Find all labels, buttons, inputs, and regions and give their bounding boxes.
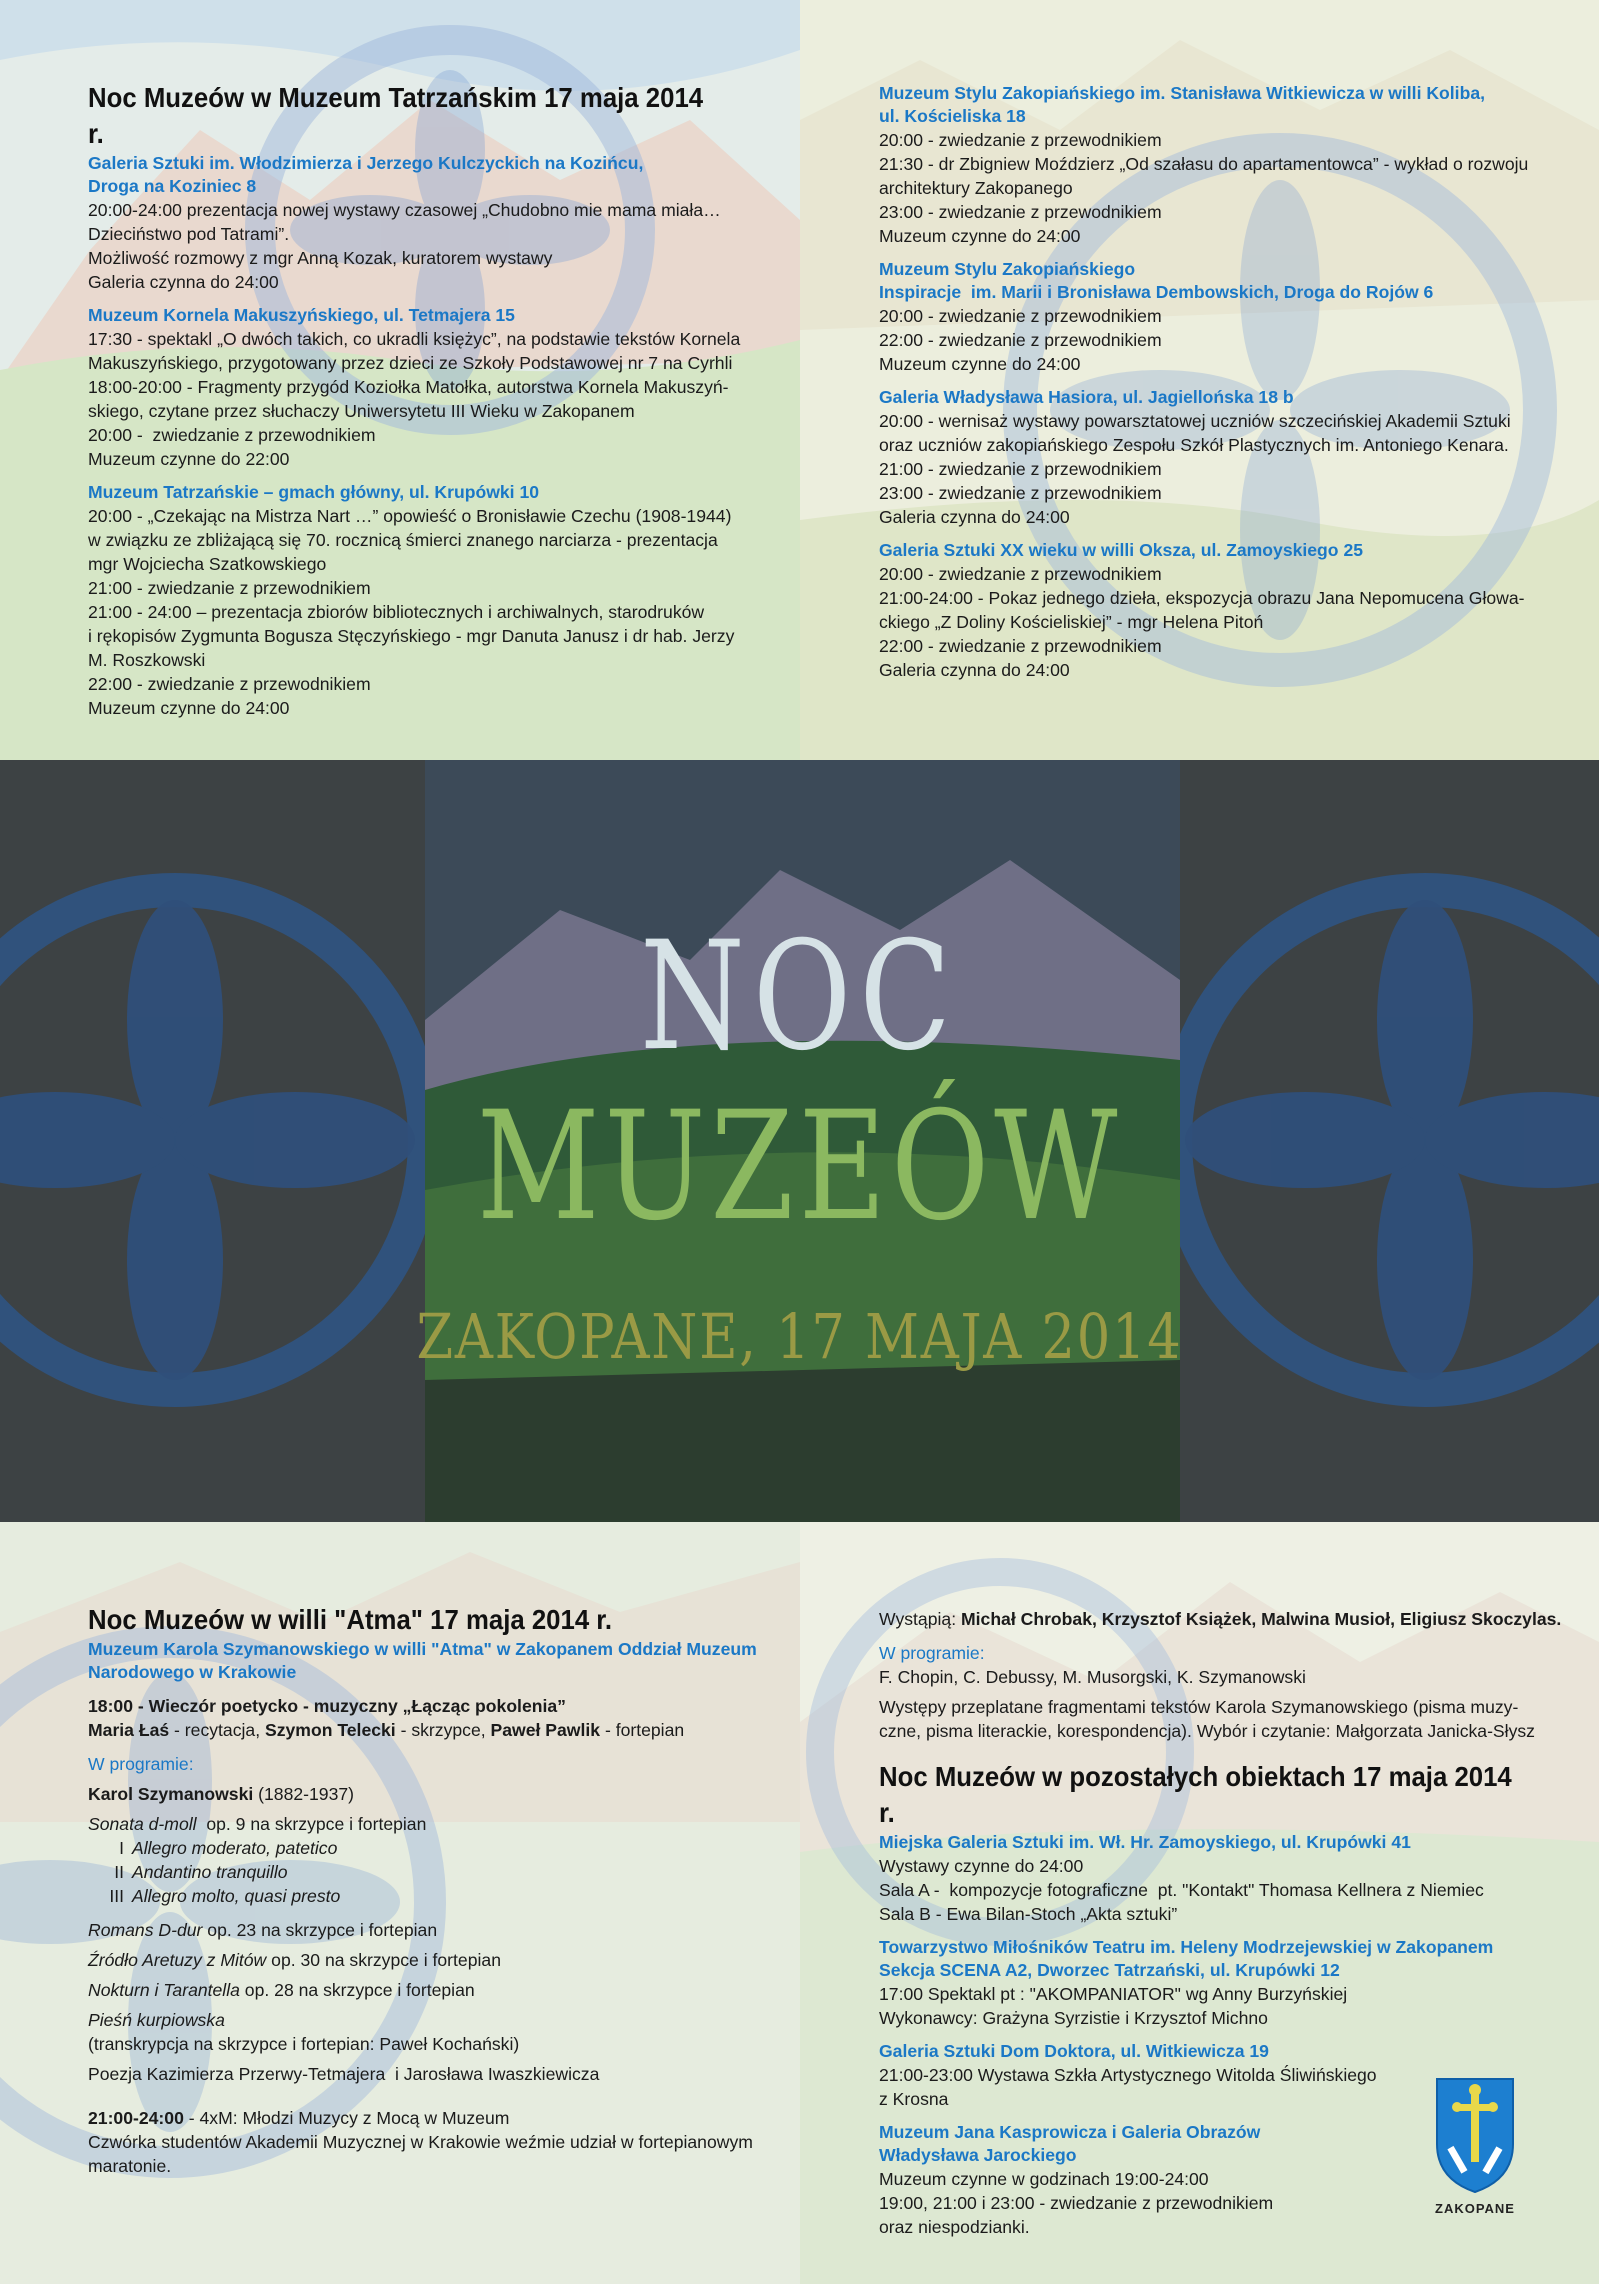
line: 17:30 - spektakl „O dwóch takich, co ukradli księżyc”, na podstawie tekstów Kornela [88, 329, 741, 349]
line: Muzeum czynne w godzinach 19:00-24:00 [879, 2169, 1209, 2189]
line: Wykonawcy: Grażyna Syrzistie i Krzysztof Michno [879, 2008, 1268, 2028]
heading-atma: Noc Muzeów w willi "Atma" 17 maja 2014 r. [88, 1604, 613, 1635]
line: 22:00 - zwiedzanie z przewodnikiem [879, 636, 1162, 656]
title-muzeow: MUZEÓW [476, 1080, 1123, 1254]
line: 23:00 - zwiedzanie z przewodnikiem [879, 483, 1162, 503]
line: 19:00, 21:00 i 23:00 - zwiedzanie z przewodnikiem [879, 2193, 1274, 2213]
role: - recytacja, [169, 1720, 265, 1740]
line: Galeria czynna do 24:00 [88, 272, 279, 292]
section-kulczyccy [88, 152, 768, 294]
section-title: Sekcja SCENA A2, Dworzec Tatrzański, ul. Krupówki 12 [879, 1960, 1340, 1980]
performers-line [879, 1607, 1569, 1631]
line: 20:00 - zwiedzanie z przewodnikiem [879, 130, 1162, 150]
bottom-left-text [88, 1602, 768, 2178]
line: Sala A - kompozycje fotograficzne pt. "Kontakt" Thomasa Kellnera z Niemiec [879, 1880, 1484, 1900]
line: czne, pisma literackie, korespondencja). Wybór i czytanie: Małgorzata Janicka-Słysz [879, 1721, 1535, 1741]
composer-years: (1882-1937) [253, 1784, 354, 1804]
section-title: Miejska Galeria Sztuki im. Wł. Hr. Zamoyskiego, ul. Krupówki 41 [879, 1832, 1411, 1852]
movement-num: I [119, 1838, 124, 1858]
line: skiego, czytane przez słuchaczy Uniwersytetu III Wieku w Zakopanem [88, 401, 635, 421]
piece-line [88, 1948, 768, 1972]
piece-title: Nokturn i Tarantella [88, 1980, 240, 2000]
piesn-title: Pieśń kurpiowska [88, 2010, 225, 2030]
section-inspiracje [879, 258, 1569, 376]
heading-other-objects: Noc Muzeów w pozostałych obiektach 17 maja 2014 r. [879, 1761, 1519, 1828]
line: 23:00 - zwiedzanie z przewodnikiem [879, 202, 1162, 222]
line: Muzeum czynne do 24:00 [879, 354, 1081, 374]
poetry-line: Poezja Kazimierza Przerwy-Tetmajera i Jarosława Iwaszkiewicza [88, 2064, 600, 2084]
line: 21:00-24:00 - Pokaz jednego dzieła, ekspozycja obrazu Jana Nepomucena Głowa- [879, 588, 1525, 608]
line: 22:00 - zwiedzanie z przewodnikiem [879, 330, 1162, 350]
subtitle: Narodowego w Krakowie [88, 1662, 297, 1682]
line: 20:00 - zwiedzanie z przewodnikiem [879, 564, 1162, 584]
line: 20:00 - „Czekając na Mistrza Nart …” opowieść o Bronisławie Czechu (1908-1944) [88, 506, 732, 526]
movement [88, 1884, 768, 1908]
line: M. Roszkowski [88, 650, 206, 670]
performers: Michał Chrobak, Krzysztof Książek, Malwina Musioł, Eligiusz Skoczylas. [960, 1609, 1562, 1629]
line: oraz niespodzianki. [879, 2217, 1030, 2237]
line: architektury Zakopanego [879, 178, 1073, 198]
line: Muzeum czynne do 24:00 [88, 698, 290, 718]
movement-num: II [114, 1862, 124, 1882]
line: 21:00-23:00 Wystawa Szkła Artystycznego Witolda Śliwińskiego [879, 2065, 1377, 2085]
section-title: Władysława Jarockiego [879, 2145, 1077, 2165]
performer: Maria Łaś [88, 1720, 170, 1740]
section-miejska-galeria [879, 1831, 1569, 1926]
section-title: Galeria Władysława Hasiora, ul. Jagiellońska 18 b [879, 387, 1294, 407]
zakopane-crest [1432, 2074, 1518, 2214]
crest-label: ZAKOPANE [1435, 2201, 1515, 2216]
performer: Paweł Pawlik [490, 1720, 601, 1740]
movement-name: Allegro moderato, patetico [132, 1838, 338, 1858]
section-gmach-glowny [88, 481, 768, 720]
section-title: Muzeum Stylu Zakopiańskiego [879, 259, 1136, 279]
section-title: Muzeum Jana Kasprowicza i Galeria Obrazów [879, 2122, 1261, 2142]
role: - fortepian [600, 1720, 685, 1740]
line: w związku ze zbliżającą się 70. rocznicą śmierci znanego narciarza - prezentacja [88, 530, 718, 550]
line: 21:00 - 24:00 – prezentacja zbiorów bibliotecznych i archiwalnych, starodruków [88, 602, 705, 622]
program-label: W programie: [879, 1643, 985, 1663]
line: Galeria czynna do 24:00 [879, 507, 1070, 527]
movement [88, 1860, 768, 1884]
heading-tatrzanskie: Noc Muzeów w Muzeum Tatrzańskim 17 maja 2014 r. [88, 82, 711, 149]
event2-time: 21:00-24:00 [88, 2108, 184, 2128]
movement-num: III [109, 1886, 124, 1906]
title-banner [0, 760, 1599, 1522]
line: ckiego „Z Doliny Kościeliskiej” - mgr Helena Pitoń [879, 612, 1264, 632]
section-title: ul. Kościeliska 18 [879, 106, 1026, 126]
composers: F. Chopin, C. Debussy, M. Musorgski, K. Szymanowski [879, 1667, 1306, 1687]
line: 21:00 - zwiedzanie z przewodnikiem [88, 578, 371, 598]
section-makuszynski [88, 304, 768, 471]
section-koliba [879, 82, 1569, 248]
movement-name: Allegro molto, quasi presto [132, 1886, 341, 1906]
line: Galeria czynna do 24:00 [879, 660, 1070, 680]
line: 20:00 - zwiedzanie z przewodnikiem [88, 425, 376, 445]
section-oksza [879, 539, 1569, 682]
top-left-text [88, 80, 768, 720]
line: 18:00-20:00 - Fragmenty przygód Koziołka Matołka, autorstwa Kornela Makuszyń- [88, 377, 729, 397]
performer: Szymon Telecki [264, 1720, 396, 1740]
line: i rękopisów Zygmunta Bogusza Stęczyńskiego - mgr Danuta Janusz i dr hab. Jerzy [88, 626, 735, 646]
section-title: Galeria Sztuki XX wieku w willi Oksza, ul. Zamoyskiego 25 [879, 540, 1364, 560]
line: 17:00 Spektakl pt : "AKOMPANIATOR" wg Anny Burzyńskiej [879, 1984, 1348, 2004]
line: Muzeum czynne do 24:00 [879, 226, 1081, 246]
title-noc: NOC [639, 910, 960, 1084]
piesn-note: (transkrypcja na skrzypce i fortepian: Paweł Kochański) [88, 2034, 520, 2054]
composer-line [88, 1782, 768, 1806]
section-title: Muzeum Tatrzańskie – gmach główny, ul. Krupówki 10 [88, 482, 540, 502]
piece-title: Źródło Aretuzy z Mitów [88, 1950, 267, 1970]
line: Występy przeplatane fragmentami tekstów Karola Szymanowskiego (pisma muzy- [879, 1697, 1519, 1717]
subtitle: Muzeum Karola Szymanowskiego w willi "Atma" w Zakopanem Oddział Muzeum [88, 1639, 757, 1659]
piece-rest: op. 30 na skrzypce i fortepian [266, 1950, 501, 1970]
line: 21:00 - zwiedzanie z przewodnikiem [879, 459, 1162, 479]
line: Czwórka studentów Akademii Muzycznej w Krakowie weźmie udział w fortepianowym [88, 2132, 753, 2152]
piece-line [88, 1918, 768, 1942]
program-label: W programie: [88, 1754, 194, 1774]
line: z Krosna [879, 2089, 949, 2109]
section-title: Muzeum Kornela Makuszyńskiego, ul. Tetmajera 15 [88, 305, 515, 325]
top-right-text [879, 82, 1569, 682]
piece-title: Sonata d-moll [88, 1814, 197, 1834]
line: Dzieciństwo pod Tatrami”. [88, 224, 290, 244]
section-title: Galeria Sztuki Dom Doktora, ul. Witkiewicza 19 [879, 2041, 1269, 2061]
piece-rest: op. 9 na skrzypce i fortepian [196, 1814, 427, 1834]
sonata-line [88, 1812, 768, 1836]
line: oraz uczniów zakopiańskiego Zespołu Szkół Plastycznych im. Antoniego Kenara. [879, 435, 1509, 455]
line: 20:00-24:00 prezentacja nowej wystawy czasowej „Chudobno mie mama miała… [88, 200, 721, 220]
line: 22:00 - zwiedzanie z przewodnikiem [88, 674, 371, 694]
coat-of-arms-icon [1432, 2074, 1518, 2194]
section-title: Droga na Koziniec 8 [88, 176, 257, 196]
composer-name: Karol Szymanowski [88, 1784, 254, 1804]
section-towarzystwo [879, 1936, 1569, 2030]
section-title: Inspiracje im. Marii i Bronisława Dembowskich, Droga do Rojów 6 [879, 282, 1434, 302]
line: Muzeum czynne do 22:00 [88, 449, 290, 469]
movement-name: Andantino tranquillo [132, 1862, 288, 1882]
role: - skrzypce, [395, 1720, 491, 1740]
event2-title: - 4xM: Młodzi Muzycy z Mocą w Muzeum [183, 2108, 510, 2128]
performers-line [88, 1718, 768, 1742]
title-zakopane-date: ZAKOPANE, 17 MAJA 2014 [416, 1300, 1183, 1373]
piece-rest: op. 28 na skrzypce i fortepian [239, 1980, 475, 2000]
line: Wystawy czynne do 24:00 [879, 1856, 1084, 1876]
line: Sala B - Ewa Bilan-Stoch „Akta sztuki” [879, 1904, 1178, 1924]
piece-title: Romans D-dur [88, 1920, 203, 1940]
section-title: Muzeum Stylu Zakopiańskiego im. Stanisława Witkiewicza w willi Koliba, [879, 83, 1485, 103]
line: maratonie. [88, 2156, 172, 2176]
event2-line [88, 2106, 768, 2130]
line: mgr Wojciecha Szatkowskiego [88, 554, 327, 574]
line: Możliwość rozmowy z mgr Anną Kozak, kuratorem wystawy [88, 248, 553, 268]
performers-label: Wystąpią: [879, 1609, 961, 1629]
event-title: 18:00 - Wieczór poetycko - muzyczny „Łącząc pokolenia” [88, 1696, 566, 1716]
section-title: Towarzystwo Miłośników Teatru im. Heleny Modrzejewskiej w Zakopanem [879, 1937, 1494, 1957]
section-hasior [879, 386, 1569, 529]
line: 20:00 - zwiedzanie z przewodnikiem [879, 306, 1162, 326]
line: 20:00 - wernisaż wystawy powarsztatowej uczniów szczecińskiej Akademii Sztuki [879, 411, 1511, 431]
piece-line [88, 1978, 768, 2002]
line: 21:30 - dr Zbigniew Moździerz „Od szałasu do apartamentowca” - wykład o rozwoju [879, 154, 1529, 174]
line: Makuszyńskiego, przygotowany przez dzieci ze Szkoły Podstawowej nr 7 na Cyrhli [88, 353, 733, 373]
section-title: Galeria Sztuki im. Włodzimierza i Jerzego Kulczyckich na Kozińcu, [88, 153, 644, 173]
piece-rest: op. 23 na skrzypce i fortepian [202, 1920, 438, 1940]
movement [88, 1836, 768, 1860]
